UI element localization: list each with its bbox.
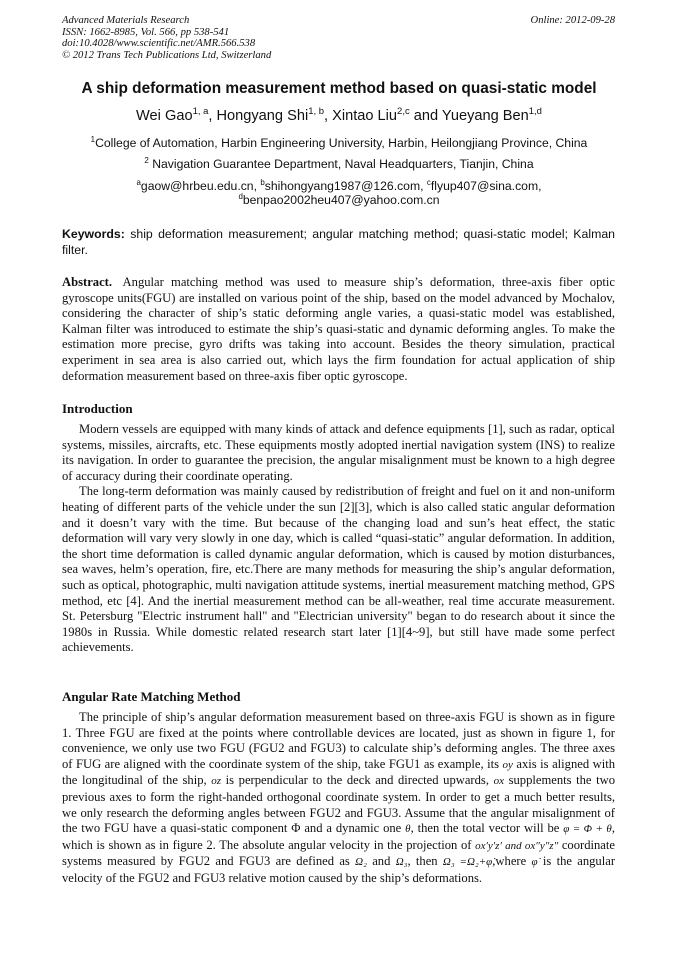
emails bbox=[0, 179, 678, 207]
math-omega2: Ω₂ bbox=[355, 856, 367, 869]
abstract-text: Angular matching method was used to measure ship’s deformation, three-axis fiber optic gyroscope units(FGU) are installed on various point of the ship, based on the model advanced by Mochalov, considering the character of ship’s static deforming angle varies, a quasi-static model was established, Kalman filter was introduced to estimate the ship’s quasi-static and dynamic deforming angles. To make the estimation more precise, gyro drifts was taking into account. Besides the theory simulation, practical experiment in sea area is also carried out, which lays the firm foundation for actual application of ship deformation measurement based on three-axis fiber optic gyroscope. bbox=[62, 275, 615, 383]
math-eq-omega: Ω₃ =Ω₂+φ̇ bbox=[442, 856, 493, 869]
abstract bbox=[62, 275, 615, 384]
text-run: The principle of ship’s angular deformation measurement based on three-axis FGU is shown as in figure 1. Three FGU are fixed at the points where controllable devices are located, just as shown in figure 1, for convenience, we only use two FGU (FGU2 and FGU3) to calculate ship’s deforming angles. The three axes of FUG are aligned with the coordinate system of the ship, take FGU1 as example, its bbox=[62, 710, 615, 771]
doi: doi:10.4028/www.scientific.net/AMR.566.538 bbox=[62, 38, 256, 50]
math-eq-phi: φ = Φ + θ bbox=[563, 823, 612, 836]
text-run: is perpendicular to the deck and directed upwards, bbox=[225, 773, 489, 788]
author-sup: 1, a bbox=[192, 106, 209, 118]
author-name: Yueyang Ben bbox=[441, 108, 529, 124]
aff-text: College of Automation, Harbin Engineering University, Harbin, Heilongjiang Province, China bbox=[95, 136, 588, 150]
math-frames: ox′y′z′ and ox″y″z″ bbox=[475, 839, 559, 852]
text-run: , which is shown as in figure 2. The absolute angular velocity in the projection of bbox=[62, 821, 615, 852]
affiliation-1 bbox=[0, 136, 678, 150]
author-list: Wei Gao$^{1, a}$, Hongyang Shi$^{1, b}$, Xintao Liu$^{2,c}$ and Yueyang Ben$^{1,d}$ bbox=[136, 106, 542, 124]
abstract-label: Abstract. bbox=[62, 275, 113, 289]
author-name: Hongyang Shi bbox=[216, 108, 309, 124]
email-sup: c bbox=[426, 177, 431, 187]
text-run: is the angular velocity of the FGU2 and FGU3 relative motion caused by the ship’s deformations. bbox=[62, 854, 616, 885]
email-link[interactable]: gaow@hrbeu.edu.cn, bbox=[140, 179, 257, 193]
section-heading-angular-rate: Angular Rate Matching Method bbox=[62, 689, 241, 704]
angular-rate-body bbox=[62, 710, 615, 887]
angular-paragraph-1 bbox=[62, 710, 615, 887]
email-sup: a bbox=[136, 177, 141, 187]
author-sup: 1, b bbox=[308, 106, 325, 118]
text-run: and bbox=[372, 854, 391, 869]
text-run: ,where bbox=[492, 854, 527, 869]
math-oy: oy bbox=[502, 758, 513, 771]
keywords-label: Keywords: bbox=[62, 227, 125, 241]
author-sup: 2,c bbox=[397, 106, 410, 118]
affiliation-2 bbox=[0, 157, 678, 171]
email-link[interactable]: shihongyang1987@126.com, bbox=[264, 179, 424, 193]
text-run: supplements the two previous axes to form the right-handed orthogonal coordinate system. In order to get a much better results, we only research the deforming angles between FGU2 and FGU3. Assume that the angular misalignment of the two FGU have a quasi-static component Φ and a dynamic one bbox=[62, 773, 616, 836]
paper-title: A ship deformation measurement method based on quasi-static model bbox=[81, 80, 597, 97]
text-run: , then the total vector will be bbox=[410, 821, 560, 836]
text-run: axis is aligned with the longitudinal of the ship, bbox=[62, 756, 616, 788]
text-run: coordinate systems measured by FGU2 and FGU3 are defined as bbox=[62, 837, 615, 869]
intro-paragraph-1: Modern vessels are equipped with many kinds of attack and defence equipments [1], such as radar, optical systems, missiles, aircrafts, etc. These equipments mostly adopted inertial navigation system (INS) to realize its navigation. In order to guarantee the precision, the angular misalignment must be known to a high degree of accuracy during their coordinate operating. bbox=[62, 422, 615, 483]
math-theta: θ bbox=[405, 823, 411, 836]
math-oz: oz bbox=[211, 775, 222, 788]
section-heading-introduction: Introduction bbox=[62, 401, 133, 416]
copyright: © 2012 Trans Tech Publications Ltd, Switzerland bbox=[62, 49, 272, 61]
aff-sup: 1 bbox=[90, 134, 96, 144]
math-ox: ox bbox=[493, 775, 504, 788]
issn: ISSN: 1662-8985, Vol. 566, pp 538-541 bbox=[62, 26, 230, 38]
aff-sup: 2 bbox=[144, 155, 149, 165]
email-sup: d bbox=[238, 191, 243, 201]
email-link[interactable]: benpao2002heu407@yahoo.com.cn bbox=[242, 193, 440, 207]
journal-header bbox=[62, 15, 615, 61]
email-sup: b bbox=[260, 177, 265, 187]
math-phidot: φ̇ bbox=[531, 856, 538, 869]
author-name: Xintao Liu bbox=[332, 108, 398, 124]
journal-name: Advanced Materials Research bbox=[62, 15, 190, 26]
keywords-text: ship deformation measurement; angular matching method; quasi-static model; Kalman filter. bbox=[62, 227, 615, 257]
email-link[interactable]: flyup407@sina.com, bbox=[430, 179, 542, 193]
aff-text: Navigation Guarantee Department, Naval Headquarters, Tianjin, China bbox=[152, 157, 534, 171]
math-omega3: Ω₃ bbox=[395, 856, 408, 869]
author-name: Wei Gao bbox=[136, 108, 193, 124]
online-date: Online: 2012-09-28 bbox=[530, 15, 615, 26]
author-sup: 1,d bbox=[528, 106, 542, 118]
text-run: , then bbox=[407, 854, 438, 869]
intro-paragraph-2: The long-term deformation was mainly caused by redistribution of freight and fuel on it and non-uniform heating of different parts of the vehicle under the sun [2][3], which is also called static angular deformation and it doesn’t vary with the time. But because of the changing load and sun’s heat effect, the static deformation will vary very slowly in one day, which is called “quasi-static” angular deformation. In addition, the short time deformation is called dynamic angular deformation, which is caused by motion disturbances, sea waves, helm’s operation, fire, etc.There are many methods for measuring the ship’s angular deformation, such as optical, photographic, multi navigation attitude systems, inertial measurement matching method, GPS method, etc [4]. And the inertial measurement method can be all-weather, real time accurate measurement. St. Petersburg "Electric instrument hall" and "Electrician university" began to do research about it since the 1980s in Russia. While domestic related research start later [1][4~9], but still have made some perfect achievements. bbox=[62, 484, 615, 655]
keywords bbox=[62, 226, 615, 258]
introduction-body bbox=[62, 422, 615, 656]
